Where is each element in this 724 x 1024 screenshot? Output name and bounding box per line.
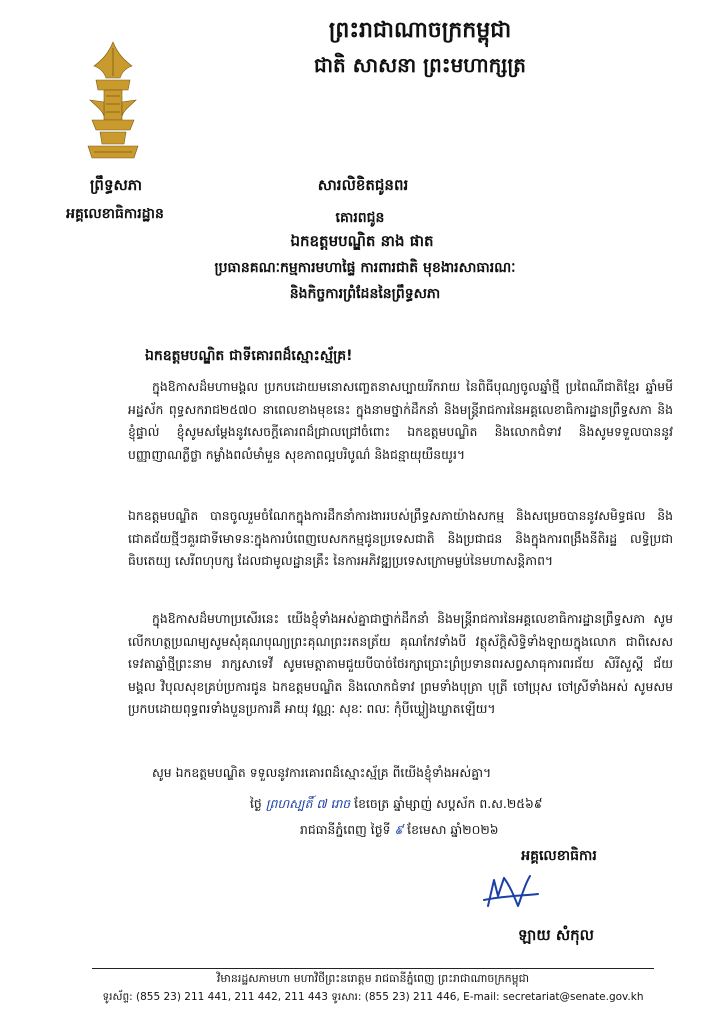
solar-date — [300, 822, 690, 841]
paragraph-4: សូម ឯកឧត្តមបណ្ឌិត ទទួលនូវការគោរពដ៏ស្មោះស្ម័គ្រ ពីយើងខ្ញុំទាំងអស់គ្នា។ — [152, 765, 492, 780]
recipient-role-line1: ប្រធានគណៈកម្មការមហាផ្ទៃ ការពារជាតិ មុខងារសាធារណៈ — [214, 260, 516, 276]
sender-institution: ព្រឹទ្ធសភា — [89, 176, 143, 194]
letter-type: សារលិខិតជូនពរ — [317, 176, 409, 194]
paragraph-2: ឯកឧត្តមបណ្ឌិត បានចូលរួមចំណែកក្នុងការដឹកនាំការងាររបស់ព្រឹទ្ធសភាយ៉ាងសកម្ម និងសម្រេចបាននូវសមិទ្ធផល និងជោគជ័យថ្មីៗគួរជាទីមោទនៈក្នុងការបំពេញបេសកកម្មជូនប្រទេសជាតិ និងប្រជាជន និងក្នុងការពង្រឹងនីតិរដ្ឋ លទ្ធិប្រជាធិបតេយ្យ សេរីពហុបក្ស ដែលជាមូលដ្ឋានគ្រឹះ នៃការអភិវឌ្ឍប្រទេសក្រោមម្លប់នៃមហាសន្តិភាព។ — [128, 508, 673, 568]
handwritten-signature — [474, 866, 554, 918]
solar-date-suffix: ខែមេសា ឆ្នាំ២០២៦ — [407, 822, 499, 837]
kingdom-heading: ព្រះរាជាណាចក្រកម្ពុជា — [328, 18, 512, 43]
signatory-title: អគ្គលេខាធិការ — [521, 848, 597, 864]
recipient-role-line2: និងកិច្ចការព្រំដែននៃព្រឹទ្ធសភា — [289, 286, 441, 302]
paragraph-3: ក្នុងឱកាសដ៏មហាប្រសើរនេះ យើងខ្ញុំទាំងអស់គ្នាជាថ្នាក់ដឹកនាំ និងមន្ត្រីរាជការនៃអគ្គលេខាធិការដ្ឋានព្រឹទ្ធសភា សូមលើកហត្ថប្រណម្យសូមសុំគុណបុណ្យព្រះគុណព្រះរតនត្រ័យ គុណកែវទាំងបី វត្ថុស័ក្តិសិទ្ធិទាំងឡាយក្នុងលោក ជាពិសេសទេវតាឆ្នាំថ្មីព្រះនាម រាក្សសាទេវី សូមមេត្តាតាមជួយបីបាច់ថែរក្សាប្រោះព្រំប្រទានពរសព្វសាធុការពរជ័យ សិរីសួស្តី ជ័យមង្គល វិបុលសុខគ្រប់ប្រការជូន ឯកឧត្តមបណ្ឌិត និងលោកជំទាវ ព្រមទាំងបុត្រា បុត្រី ចៅប្រុស ចៅស្រីទាំងអស់ សូមសមប្រកបដោយពុទ្ធពរទាំងបួនប្រការគឺ អាយុ វណ្ណៈ សុខៈ ពលៈ កុំបីឃ្លៀងឃ្លាតឡើយ។ — [128, 611, 673, 716]
salutation: ឯកឧត្តមបណ្ឌិត ជាទីគោរពដ៏ស្មោះស្ម័គ្រ! — [145, 348, 353, 364]
solar-date-prefix: រាជធានីភ្នំពេញ ថ្ងៃទី — [300, 822, 391, 837]
lunar-date — [250, 796, 690, 815]
solar-date-handwritten: ៩ — [394, 822, 404, 837]
signatory-name: ឡាយ សំកុល — [518, 926, 594, 944]
senate-emblem-icon — [82, 40, 144, 162]
paragraph-1: ក្នុងឱកាសដ៏មហាមង្គល ប្រកបដោយមនោសញ្ចេតនាសប្បាយរីករាយ នៃពិធីបុណ្យចូលឆ្នាំថ្មី ប្រពៃណីជាតិខ្មែរ ឆ្នាំមមី អដ្ឋស័ក ពុទ្ធសករាជ២៥៧០ នាពេលខាងមុខនេះ ក្នុងនាមថ្នាក់ដឹកនាំ និងមន្ត្រីរាជការនៃអគ្គលេខាធិការដ្ឋានព្រឹទ្ធសភា និងខ្ញុំផ្ទាល់ ខ្ញុំសូមសម្តែងនូវសេចក្តីគោរពដ៏ជ្រាលជ្រៅចំពោះ ឯកឧត្តមបណ្ឌិត និងលោកជំទាវ និងសូមទទួលបាននូវបញ្ញាញាណភ្លឺថ្លា កម្លាំងពលំមាំមួន សុខភាពល្អបរិបូណ៌ និងជន្មាយុយឺនយូរ។ — [128, 379, 673, 462]
footer-contact: ទូរស័ព្ទ: (855 23) 211 441, 211 442, 211 443 ទូរសារ: (855 23) 211 446, E-mail: secretariat@senate.gov.kh — [102, 991, 644, 1003]
respect-line: គោរពជូន — [335, 210, 385, 226]
recipient-name: ឯកឧត្តមបណ្ឌិត នាង ផាត — [290, 232, 434, 250]
lunar-date-prefix: ថ្ងៃ — [250, 796, 262, 811]
lunar-date-suffix: ខែចេត្រ ឆ្នាំម្សាញ់ សប្តស័ក ព.ស.២៥៦៩ — [354, 796, 543, 811]
footer-divider — [92, 968, 654, 969]
sender-department: អគ្គលេខាធិការដ្ឋាន — [66, 206, 164, 222]
national-motto: ជាតិ សាសនា ព្រះមហាក្សត្រ — [314, 53, 526, 77]
lunar-date-handwritten: ព្រហស្បតិ៍ ៧ រោច — [265, 796, 351, 811]
footer-address: វិមានរដ្ឋសភាមហា មហាវិថីព្រះនរោត្តម រាជធានីភ្នំពេញ ព្រះរាជាណាចក្រកម្ពុជា — [216, 972, 530, 985]
